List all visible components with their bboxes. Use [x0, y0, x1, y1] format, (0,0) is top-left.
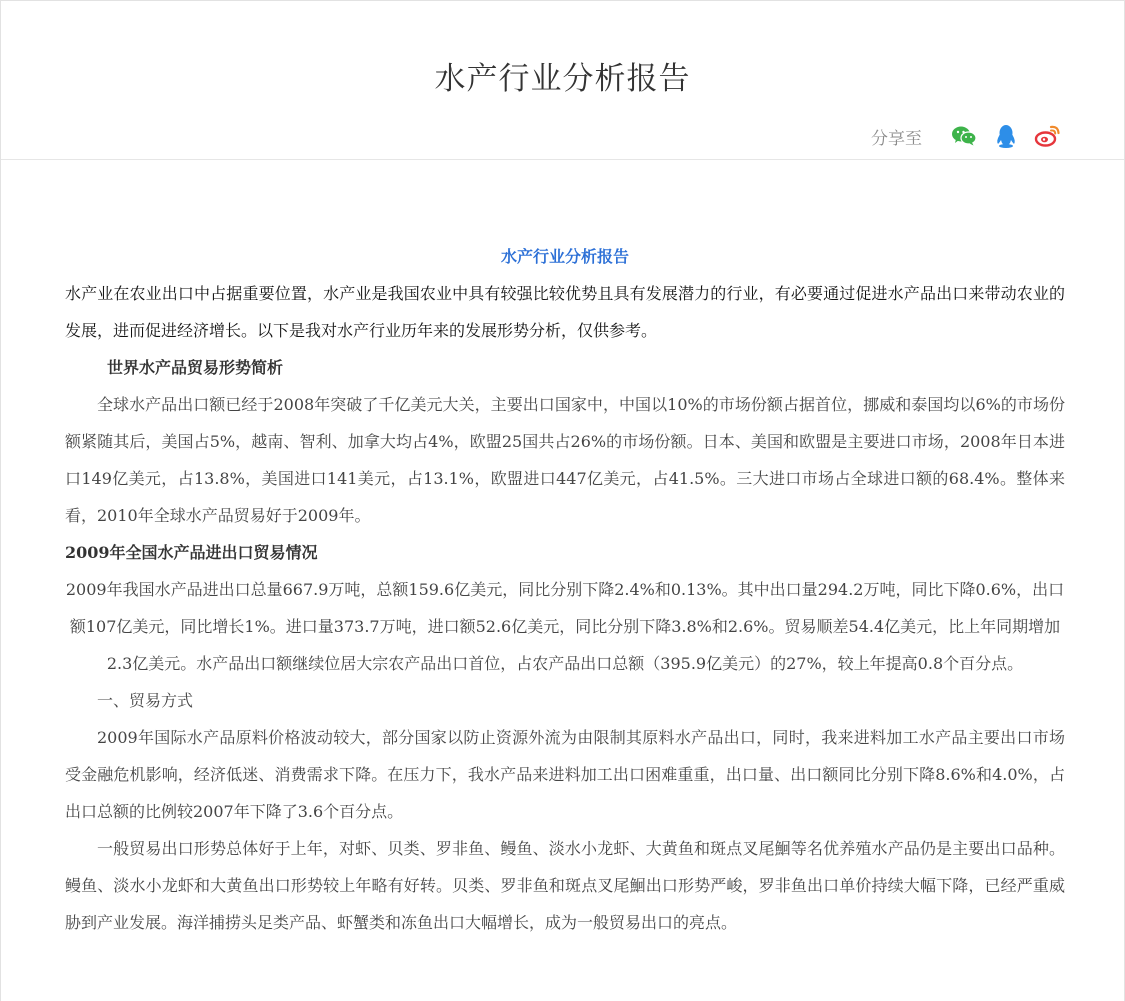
- paragraph-trade-mode-1: 2009年国际水产品原料价格波动较大，部分国家以防止资源外流为由限制其原料水产品出口，同时，我来进料加工水产品主要出口市场受金融危机影响，经济低迷、消费需求下降。在压力下，我水产品来进料加工出口困难重重，出口量、出口额同比分别下降8.6%和4.0%，占出口总额的比例较2007年下降了3.6个百分点。: [65, 728, 1065, 821]
- share-label: 分享至: [871, 128, 922, 149]
- section-heading-2009: 2009年全国水产品进出口贸易情况: [65, 543, 318, 562]
- document-title: 水产行业分析报告: [500, 247, 629, 266]
- article-body: [65, 239, 1065, 941]
- page-title: 水产行业分析报告: [434, 61, 691, 97]
- page-header: [1, 1, 1124, 160]
- paragraph-world-trade: 全球水产品出口额已经于2008年突破了千亿美元大关，主要出口国家中，中国以10%的市场份额占据首位，挪威和泰国均以6%的市场份额紧随其后，美国占5%，越南、智利、加拿大均占4%，欧盟25国共占26%的市场份额。日本、美国和欧盟是主要进口市场，2008年日本进口149亿美元，占13.8%，美国进口141美元，占13.1%，欧盟进口447亿美元，占41.5%。三大进口市场占全球进口额的68.4%。整体来看，2010年全球水产品贸易好于2009年。: [65, 395, 1065, 525]
- section-heading-trade-mode: 一、贸易方式: [97, 691, 194, 710]
- qq-icon[interactable]: [992, 122, 1020, 150]
- paragraph-2009-trade: 2009年我国水产品进出口总量667.9万吨，总额159.6亿美元，同比分别下降2.4%和0.13%。其中出口量294.2万吨，同比下降0.6%，出口额107亿美元，同比增长1%。进口量373.7万吨，进口额52.6亿美元，同比分别下降3.8%和2.6%。贸易顺差54.4亿美元，比上年同期增加2.3亿美元。水产品出口额继续位居大宗农产品出口首位，占农产品出口总额（395.9亿美元）的27%，较上年提高0.8个百分点。: [65, 580, 1065, 673]
- intro-paragraph: 水产业在农业出口中占据重要位置，水产业是我国农业中具有较强比较优势且具有发展潜力的行业，有必要通过促进水产品出口来带动农业的发展，进而促进经济增长。以下是我对水产行业历年来的发展形势分析，仅供参考。: [65, 284, 1065, 340]
- weibo-icon[interactable]: [1034, 122, 1062, 150]
- paragraph-trade-mode-2: 一般贸易出口形势总体好于上年，对虾、贝类、罗非鱼、鳗鱼、淡水小龙虾、大黄鱼和斑点叉尾鮰等名优养殖水产品仍是主要出口品种。鳗鱼、淡水小龙虾和大黄鱼出口形势较上年略有好转。贝类、罗非鱼和斑点叉尾鮰出口形势严峻，罗非鱼出口单价持续大幅下降，已经严重威胁到产业发展。海洋捕捞头足类产品、虾蟹类和冻鱼出口大幅增长，成为一般贸易出口的亮点。: [65, 839, 1065, 932]
- share-bar: [871, 121, 1062, 151]
- section-heading-world: 世界水产品贸易形势简析: [107, 358, 284, 377]
- wechat-icon[interactable]: [950, 122, 978, 150]
